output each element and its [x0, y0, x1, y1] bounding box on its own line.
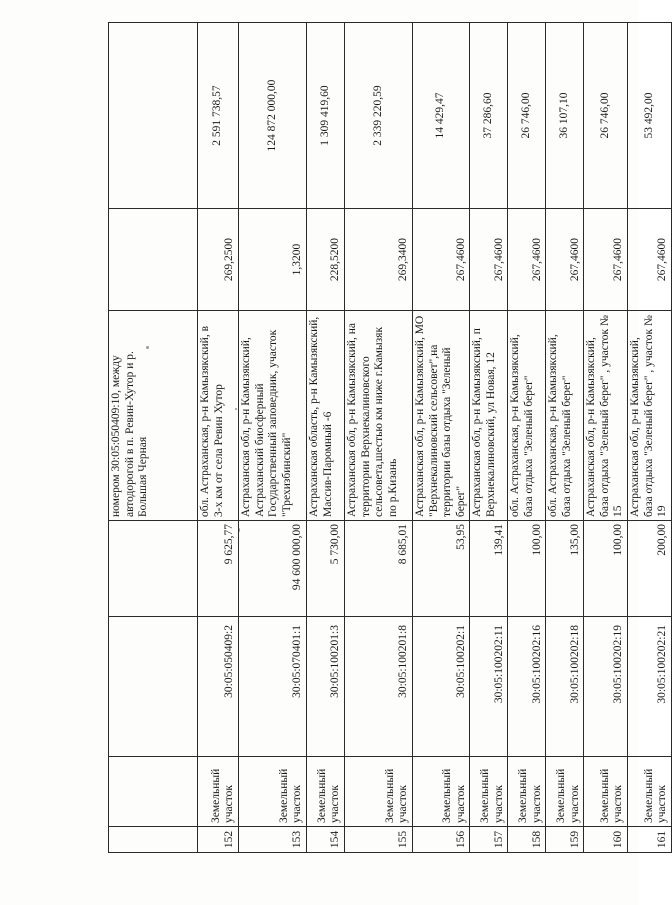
table-row [239, 23, 307, 853]
cell-area: 5 730,00 [307, 521, 345, 617]
cell-rate: 267,4600 [413, 209, 470, 311]
table-row [413, 23, 470, 853]
cell-rate: 267,4600 [627, 209, 671, 311]
cell-address: номером 30:05:050409:10, между автодорогой в п. Ревин-Хутор и р. Большая Черная [109, 311, 198, 521]
cell-cost: 36 107,10 [546, 23, 584, 209]
cell-rate: 269,2500 [198, 209, 239, 311]
cell-num: 152 [198, 827, 239, 853]
cell-type: Земельный участок [413, 757, 470, 827]
cell-rate: 267,4600 [508, 209, 546, 311]
cell-type: Земельный участок [307, 757, 345, 827]
cell-address: Астраханская обл, р-н Камызякский, на территории Верхнекалиновского сельсовета,шестью км ниже г.Камызяк по р.Кизань [345, 311, 413, 521]
cell-cadastral: 30:05:100202:18 [546, 617, 584, 757]
cell-cost: 26 746,00 [584, 23, 628, 209]
cell-address: Астраханская область, р-н Камызякский, Массив-Паромный -6 [307, 311, 345, 521]
cell-address: Астраханская обл, р-н Камызякский, база отдыха "Зеленый берег" , участок № 15 [584, 311, 628, 521]
cell-area: 94 600 000,00 [239, 521, 307, 617]
cell-address: обл. Астраханская, р-н Камызякский, в 3-х км от села Ревин Хутор [198, 311, 239, 521]
cell-cost: 26 746,00 [508, 23, 546, 209]
cell-num: 161 [627, 827, 671, 853]
cell-area: 139,41 [470, 521, 508, 617]
cell-num: 157 [470, 827, 508, 853]
cell-address: Астраханская обл, р-н Камызякский, база отдыха "Зеленый берег" , участок № 19 [627, 311, 671, 521]
table-row-continuation [109, 23, 198, 853]
table-row [470, 23, 508, 853]
cell-rate: 1,3200 [239, 209, 307, 311]
cell-num [109, 827, 198, 853]
table-row [546, 23, 584, 853]
cell-cadastral: 30:05:100201:3 [307, 617, 345, 757]
cell-address: Астраханская обл, р-н Камызякский, п Верхнекалиновский, ул Новая, 12 [470, 311, 508, 521]
table-row [627, 23, 671, 853]
cell-cost: 37 286,60 [470, 23, 508, 209]
rotated-table-wrapper [108, 23, 669, 853]
cell-cost: 53 492,00 [627, 23, 671, 209]
cell-address: обл. Астраханская, р-н Камызякский, база отдыха "Зеленый берег" [508, 311, 546, 521]
cell-type: Земельный участок [584, 757, 628, 827]
table-row [198, 23, 239, 853]
cell-cadastral: 30:05:100201:8 [345, 617, 413, 757]
cell-cadastral: 30:05:070401:1 [239, 617, 307, 757]
cell-rate: 267,4600 [584, 209, 628, 311]
cell-rate [109, 209, 198, 311]
cell-cost: 2 339 220,59 [345, 23, 413, 209]
cell-num: 154 [307, 827, 345, 853]
cell-type [109, 757, 198, 827]
cell-rate: 267,4600 [546, 209, 584, 311]
cell-area [109, 521, 198, 617]
cell-type: Земельный участок [508, 757, 546, 827]
cell-area: 200,00 [627, 521, 671, 617]
cell-cost: 124 872 000,00 [239, 23, 307, 209]
cell-area: 53,95 [413, 521, 470, 617]
cell-num: 155 [345, 827, 413, 853]
cell-type: Земельный участок [198, 757, 239, 827]
table-row [584, 23, 628, 853]
cell-cadastral: 30:05:100202:11 [470, 617, 508, 757]
cell-area: 100,00 [584, 521, 628, 617]
table-row [345, 23, 413, 853]
cell-cost: 14 429,47 [413, 23, 470, 209]
cell-area: 100,00 [508, 521, 546, 617]
cell-num: 158 [508, 827, 546, 853]
cell-cadastral: 30:05:050409:2 [198, 617, 239, 757]
cell-cost [109, 23, 198, 209]
cell-num: 160 [584, 827, 628, 853]
cell-num: 153 [239, 827, 307, 853]
cell-cost: 2 591 738,57 [198, 23, 239, 209]
cell-rate: 267,4600 [470, 209, 508, 311]
cell-num: 159 [546, 827, 584, 853]
cell-type: Земельный участок [470, 757, 508, 827]
cell-cadastral: 30:05:100202:19 [584, 617, 628, 757]
cell-cadastral: 30:05:100202:21 [627, 617, 671, 757]
cell-address: обл. Астраханская, р-н Камызякский, база отдыха "Зеленый берег" [546, 311, 584, 521]
table-row [307, 23, 345, 853]
cell-rate: 269,3400 [345, 209, 413, 311]
cell-address: Астраханская обл, р-н Камызякский, МО "Верхнекалиновский сельсовет",на территории базы отдыха "Зеленый берег" [413, 311, 470, 521]
cell-cadastral: 30:05:100202:16 [508, 617, 546, 757]
land-plots-table [108, 22, 672, 853]
cell-cadastral [109, 617, 198, 757]
cell-area: 9 625,77 [198, 521, 239, 617]
cell-address: Астраханская обл, р-н Камызякский, Астраханский биосферный Государственный заповедник, участок "Трехизбинский" [239, 311, 307, 521]
cell-cadastral: 30:05:100202:1 [413, 617, 470, 757]
cell-cost: 1 309 419,60 [307, 23, 345, 209]
cell-rate: 228,5200 [307, 209, 345, 311]
cell-type: Земельный участок [345, 757, 413, 827]
cell-type: Земельный участок [546, 757, 584, 827]
cell-area: 135,00 [546, 521, 584, 617]
cell-area: 8 685,01 [345, 521, 413, 617]
table-row [508, 23, 546, 853]
cell-num: 156 [413, 827, 470, 853]
cell-type: Земельный участок [627, 757, 671, 827]
cell-type: Земельный участок [239, 757, 307, 827]
